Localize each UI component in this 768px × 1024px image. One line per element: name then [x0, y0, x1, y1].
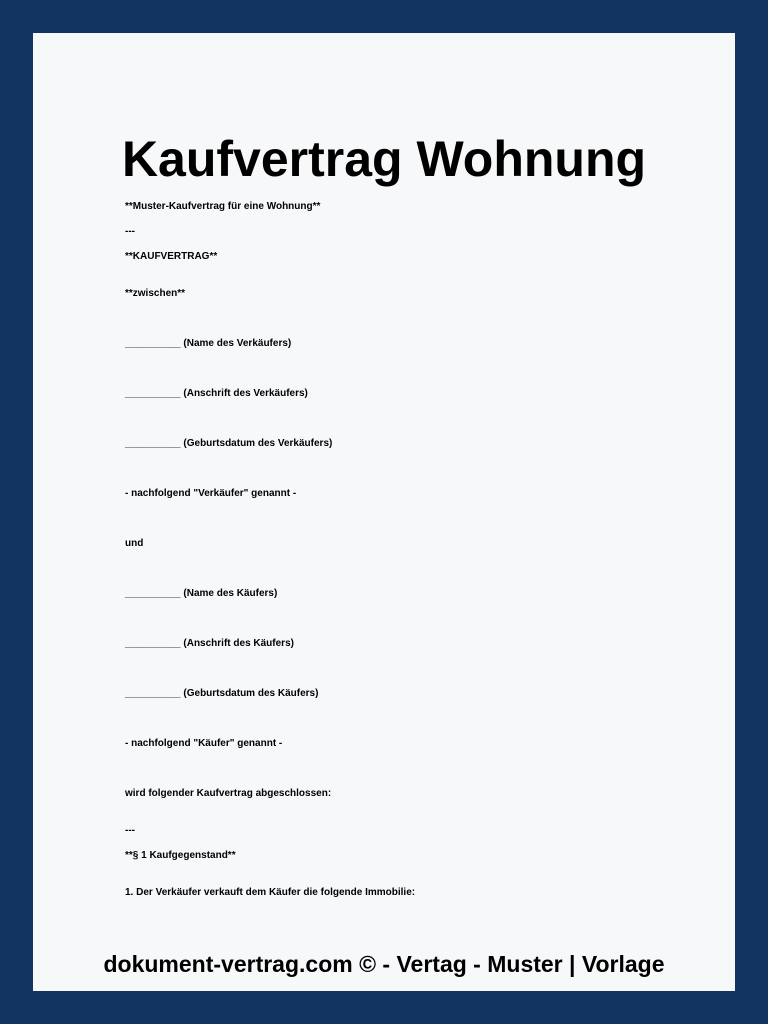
seller-designation: - nachfolgend "Verkäufer" genannt -	[125, 488, 297, 499]
seller-name-field: __________ (Name des Verkäufers)	[125, 338, 292, 349]
buyer-name-field: __________ (Name des Käufers)	[125, 588, 278, 599]
heading-muster: **Muster-Kaufvertrag für eine Wohnung**	[125, 201, 321, 212]
heading-kaufvertrag: **KAUFVERTRAG**	[125, 251, 218, 262]
buyer-address-field: __________ (Anschrift des Käufers)	[125, 638, 294, 649]
contract-intro: wird folgender Kaufvertrag abgeschlossen:	[125, 788, 332, 799]
conjunction-und: und	[125, 538, 144, 549]
seller-birthdate-field: __________ (Geburtsdatum des Verkäufers)	[125, 438, 333, 449]
seller-address-field: __________ (Anschrift des Verkäufers)	[125, 388, 308, 399]
buyer-designation: - nachfolgend "Käufer" genannt -	[125, 738, 283, 749]
document-page	[33, 33, 735, 991]
document-title: Kaufvertrag Wohnung	[121, 131, 647, 187]
separator-line: ---	[125, 825, 135, 836]
separator-line: ---	[125, 226, 135, 237]
heading-zwischen: **zwischen**	[125, 288, 186, 299]
footer-watermark: dokument-vertrag.com © - Vertag - Muster | Vorlage	[103, 951, 665, 977]
section-heading: **§ 1 Kaufgegenstand**	[125, 850, 236, 861]
buyer-birthdate-field: __________ (Geburtsdatum des Käufers)	[125, 688, 319, 699]
clause-text: 1. Der Verkäufer verkauft dem Käufer die folgende Immobilie:	[125, 887, 416, 898]
